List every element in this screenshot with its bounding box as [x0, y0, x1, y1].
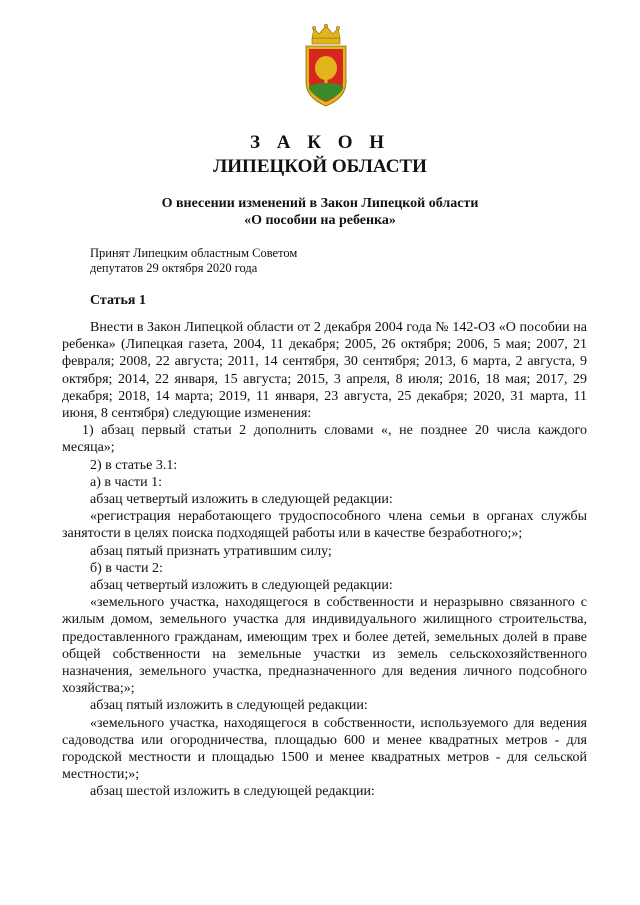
paragraph: б) в части 2: [90, 560, 163, 576]
article-body [62, 319, 587, 801]
paragraph: абзац пятый признать утратившим силу; [90, 543, 332, 559]
article-heading: Статья 1 [90, 293, 146, 308]
paragraph: «земельного участка, находящегося в собственности и неразрывно связанного с жилым домом, земельного участка для индивидуального жилищного строительства, предоставленного гражданам, имеющим трех и более детей, земельных долей в праве общей собственности на земельные участки из земель сельскохозяйственного назначения, земельного участка, предназначенного для ведения личного подсобного хозяйства;»; [62, 595, 587, 697]
paragraph: Внести в Закон Липецкой области от 2 декабря 2004 года № 142-ОЗ «О пособии на ребенка» (Липецкая газета, 2004, 11 декабря; 2005, 26 октября; 2006, 5 мая; 2007, 21 февраля; 2008, 22 августа; 2011, 14 сентября, 30 сентября; 2013, 6 марта, 2 августа, 9 октября; 2014, 22 января, 15 августа; 2015, 3 апреля, 8 июля; 2016, 18 мая; 2017, 29 декабря; 2018, 14 марта; 2019, 11 января, 23 августа, 25 декабря; 2020, 31 марта, 11 июня, 8 сентября) следующие изменения: [62, 320, 587, 422]
paragraph: абзац четвертый изложить в следующей редакции: [90, 492, 393, 508]
law-subject-line1: О внесении изменений в Закон Липецкой области [161, 196, 479, 211]
law-subject-line2: «О пособии на ребенка» [244, 213, 396, 228]
paragraph: абзац четвертый изложить в следующей редакции: [90, 578, 393, 594]
adoption-line2: депутатов 29 октября 2020 года [90, 261, 258, 275]
region-title: ЛИПЕЦКОЙ ОБЛАСТИ [213, 156, 427, 177]
paragraph: 2) в статье 3.1: [90, 457, 178, 473]
paragraph: «земельного участка, находящегося в собственности, используемого для ведения садоводства или огородничества, площадью 600 и менее квадратных метров - для городской местности и площадью 1500 и менее квадратных метров - для сельской местности;»; [62, 715, 587, 783]
paragraph: «регистрация неработающего трудоспособного члена семьи в органах службы занятости в целях поиска подходящей работы или в качестве безработного;»; [62, 509, 587, 542]
law-title: З А К О Н [249, 132, 391, 153]
paragraph: абзац шестой изложить в следующей редакции: [90, 784, 375, 800]
paragraph: абзац пятый изложить в следующей редакции: [90, 698, 368, 714]
coat-of-arms-icon [298, 24, 354, 108]
adoption-note [90, 246, 390, 276]
paragraph: а) в части 1: [90, 474, 162, 490]
adoption-line1: Принят Липецким областным Советом [90, 246, 298, 260]
paragraph: 1) абзац первый статьи 2 дополнить словами «, не позднее 20 числа каждого месяца»; [62, 423, 587, 456]
